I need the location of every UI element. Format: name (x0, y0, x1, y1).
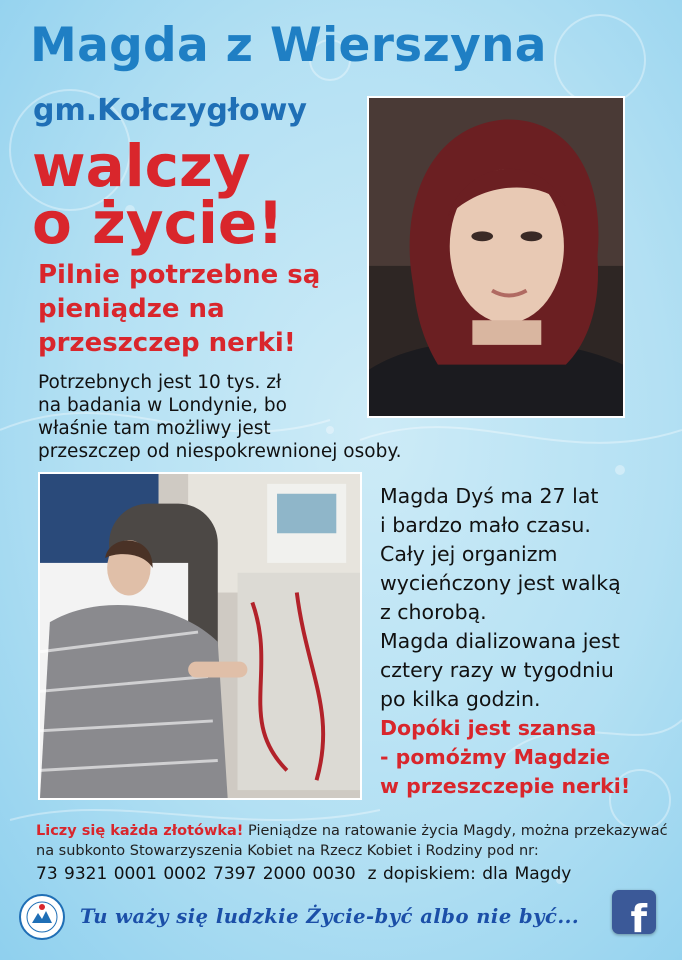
motto: Tu waży się ludzkie Życie-być albo nie być... (80, 905, 580, 928)
account-number: 73 9321 0001 0002 7397 2000 0030 (36, 864, 356, 884)
urgent-line-3: przeszczep nerki! (38, 328, 296, 358)
portrait-photo (367, 96, 625, 418)
donation-text-1: Pieniądze na ratowanie życia Magdy, można przekazywać (243, 823, 668, 839)
donation-line-1 (36, 821, 668, 841)
funding-info-line-2: na badania w Londynie, bo (38, 395, 287, 416)
headline-line-2: o życie! (32, 189, 284, 257)
headline-line-1: walczy (32, 132, 251, 200)
donation-highlight: Liczy się każda złotówka! (36, 823, 244, 839)
funding-info-line-1: Potrzebnych jest 10 tys. zł (38, 372, 282, 393)
donation-text-2: na subkonto Stowarzyszenia Kobiet na Rzecz Kobiet i Rodziny pod nr: (36, 843, 539, 859)
story-line-2: i bardzo mało czasu. (380, 513, 591, 537)
association-logo-icon (18, 893, 66, 941)
headline (32, 132, 284, 257)
page-title: Magda z Wierszyna (30, 18, 547, 73)
funding-info-line-3: właśnie tam możliwy jest (38, 418, 271, 439)
urgent-line-1: Pilnie potrzebne są (38, 260, 321, 290)
appeal-line-2: - pomóżmy Magdzie (380, 745, 611, 769)
appeal-line-1: Dopóki jest szansa (380, 716, 597, 740)
facebook-icon[interactable] (612, 890, 656, 941)
story-text (380, 482, 630, 801)
story-line-5: z chorobą. (380, 600, 487, 624)
facebook-glyph: f (630, 897, 647, 941)
story-line-4: wycieńczony jest walką (380, 571, 621, 595)
donation-info (36, 821, 668, 861)
story-line-3: Cały jej organizm (380, 542, 558, 566)
bank-account (36, 864, 571, 884)
funding-info (38, 371, 402, 463)
dialysis-photo (38, 472, 362, 800)
story-line-7: cztery razy w tygodniu (380, 658, 614, 682)
story-line-8: po kilka godzin. (380, 687, 541, 711)
urgent-appeal (38, 258, 320, 360)
appeal-line-3: w przeszczepie nerki! (380, 774, 631, 798)
urgent-line-2: pieniądze na (38, 294, 225, 324)
story-line-6: Magda dializowana jest (380, 629, 620, 653)
subtitle-location: gm.Kołczygłowy (33, 93, 307, 128)
funding-info-line-4: przeszczep od niespokrewnionej osoby. (38, 441, 402, 462)
story-line-1: Magda Dyś ma 27 lat (380, 484, 599, 508)
account-reference: z dopiskiem: dla Magdy (367, 864, 572, 884)
